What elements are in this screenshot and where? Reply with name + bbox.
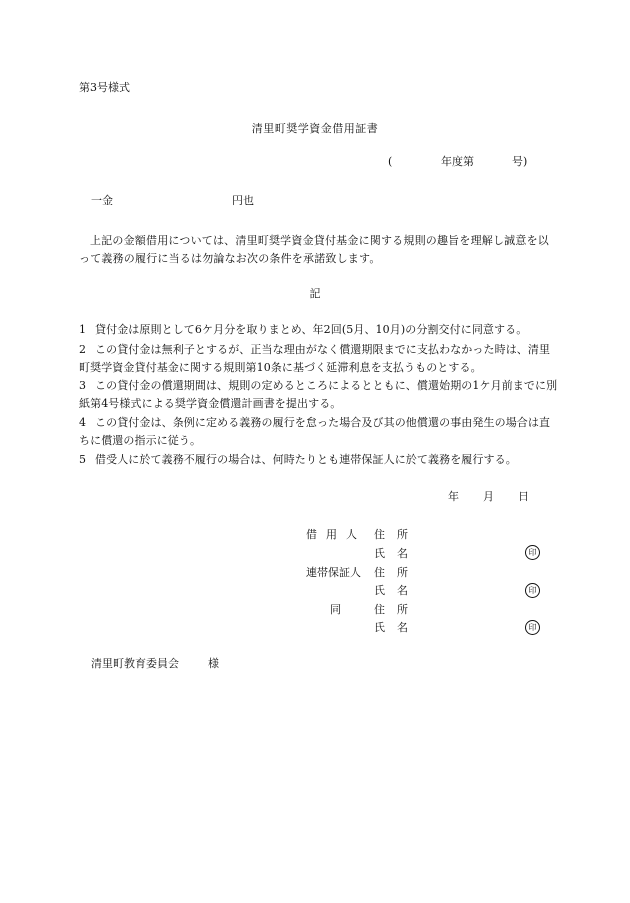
date-month-label: 月 (483, 490, 494, 503)
condition-number: 1 (79, 323, 87, 336)
condition-item-3 (79, 377, 559, 413)
date-day-label: 日 (518, 490, 529, 503)
second-guarantor-address-label: 住所 (374, 603, 420, 616)
condition-item-4 (79, 414, 559, 450)
reference-open-paren: ( (388, 155, 393, 168)
guarantor-seal: 印 (525, 583, 540, 598)
guarantor-address-label: 住所 (374, 566, 420, 579)
addressee-name: 清里町教育委員会 (91, 657, 179, 670)
condition-text: 貸付金は原則として6ケ月分を取りまとめ、年2回(5月、10月)の分割交付に同意する。 (95, 323, 528, 336)
borrower-name-label: 氏名 (374, 547, 420, 560)
condition-text: この貸付金の償還期間は、規則の定めるところによるとともに、償還始期の1ケ月前までに別紙第4号様式による奨学資金償還計画書を提出する。 (79, 379, 558, 410)
date-year-label: 年 (448, 490, 459, 503)
ki-heading: 記 (309, 287, 321, 300)
amount-suffix: 円也 (232, 194, 254, 207)
guarantor-name-label: 氏名 (374, 584, 420, 597)
borrower-address-label: 住所 (374, 528, 420, 541)
condition-text: 借受人に於て義務不履行の場合は、何時たりとも連帯保証人に於て義務を履行する。 (95, 453, 517, 466)
condition-text: この貸付金は、条例に定める義務の履行を怠った場合及び其の他償還の事由発生の場合は直ちに償還の指示に従う。 (79, 416, 551, 447)
condition-item-1 (79, 321, 559, 339)
second-guarantor-label: 同 (330, 603, 341, 616)
condition-number: 3 (79, 379, 87, 392)
second-guarantor-name-label: 氏名 (374, 621, 420, 634)
body-paragraph: 上記の金額借用については、清里町奨学資金貸付基金に関する規則の趣旨を理解し誠意を以って義務の履行に当るは勿論なお次の条件を承諾致します。 (79, 234, 549, 265)
amount-prefix: 一金 (91, 194, 113, 207)
condition-number: 4 (79, 416, 87, 429)
reference-number-label: 号) (512, 155, 528, 168)
condition-number: 2 (79, 343, 87, 356)
borrower-seal: 印 (525, 545, 540, 560)
guarantor-label: 連帯保証人 (306, 566, 361, 579)
condition-item-5 (79, 451, 559, 469)
addressee-honorific: 様 (208, 657, 219, 670)
reference-year-label: 年度第 (441, 155, 474, 168)
document-title: 清里町奨学資金借用証書 (251, 122, 379, 135)
borrower-label: 借用人 (306, 528, 366, 541)
condition-text: この貸付金は無利子とするが、正当な理由がなく償還期限までに支払わなかった時は、清里町奨学資金貸付基金に関する規則第10条に基づく延滞利息を支払うものとする。 (79, 343, 551, 374)
second-guarantor-seal: 印 (525, 620, 540, 635)
condition-number: 5 (79, 453, 87, 466)
condition-item-2 (79, 341, 559, 377)
form-number: 第3号様式 (79, 81, 130, 94)
